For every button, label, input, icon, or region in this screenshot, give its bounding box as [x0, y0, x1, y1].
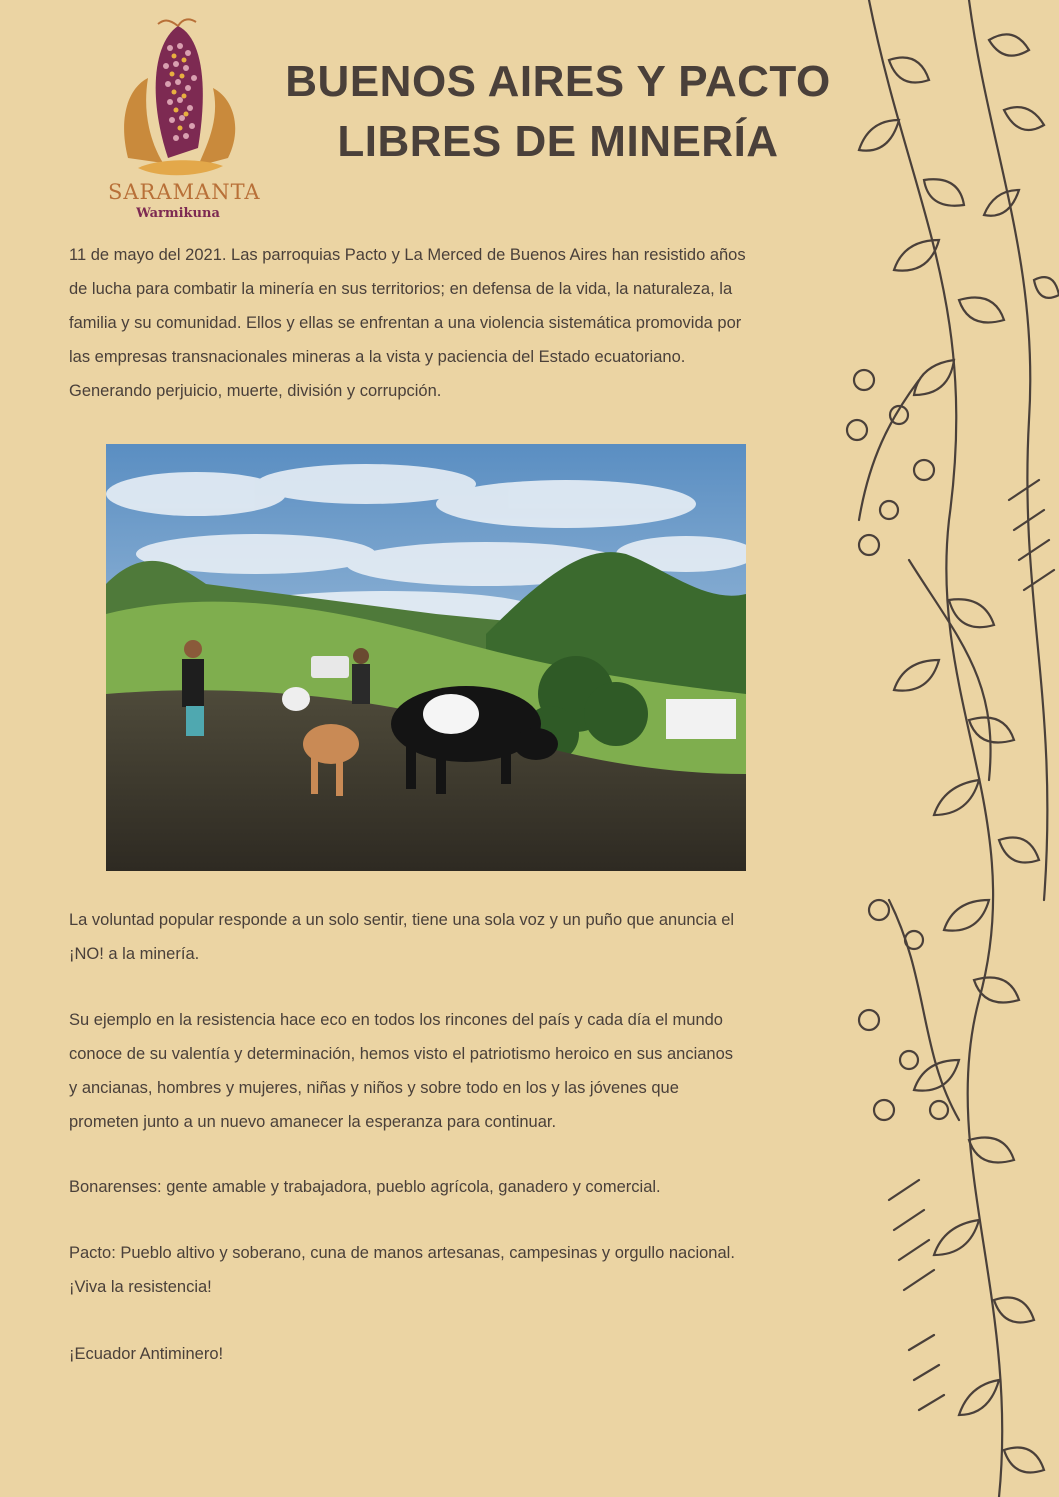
intro-paragraph [69, 238, 814, 408]
paragraph-3 [69, 1003, 814, 1139]
logo-subtitle: Warmikuna [136, 206, 220, 221]
paragraph-line: conoce de su valentía y determinación, hemos visto el patriotismo heroico en sus ancianos [69, 1045, 734, 1063]
intro-line: Generando perjuicio, muerte, división y corrupción. [69, 382, 442, 400]
page-title [268, 52, 848, 172]
paragraph-line: prometen junto a un nuevo amanecer la esperanza para continuar. [69, 1113, 557, 1131]
closing-line [69, 1337, 814, 1371]
paragraph-line: Pacto: Pueblo altivo y soberano, cuna de manos artesanas, campesinas y orgullo nacional. [69, 1244, 735, 1262]
logo [108, 18, 261, 221]
paragraph-line: ¡NO! a la minería. [69, 945, 200, 963]
title-line-1: BUENOS AIRES Y PACTO [285, 57, 831, 106]
title-line-2: LIBRES DE MINERÍA [337, 117, 779, 166]
landscape-photo [106, 444, 746, 871]
intro-line: las empresas transnacionales mineras a la vista y paciencia del Estado ecuatoriano. [69, 348, 686, 366]
closing-text: ¡Ecuador Antiminero! [69, 1345, 224, 1363]
paragraph-line: La voluntad popular responde a un solo sentir, tiene una sola voz y un puño que anuncia el [69, 911, 735, 929]
paragraph-5 [69, 1236, 814, 1304]
paragraph-2 [69, 903, 814, 971]
paragraph-line: Su ejemplo en la resistencia hace eco en todos los rincones del país y cada día el mundo [69, 1011, 723, 1029]
paragraph-4 [69, 1170, 814, 1204]
landscape-photo-icon [106, 444, 746, 871]
paragraph-line: y ancianas, hombres y mujeres, niñas y niños y sobre todo en los y las jóvenes que [69, 1079, 679, 1097]
paragraph-line: Bonarenses: gente amable y trabajadora, pueblo agrícola, ganadero y comercial. [69, 1178, 661, 1196]
logo-wordmark: SARAMANTA [108, 180, 261, 204]
intro-line: 11 de mayo del 2021. Las parroquias Pacto y La Merced de Buenos Aires han resistido años [69, 246, 746, 264]
intro-line: familia y su comunidad. Ellos y ellas se enfrentan a una violencia sistemática promovida por [69, 314, 742, 332]
corn-cob-icon [108, 18, 248, 183]
botanical-decoration-icon [829, 0, 1059, 1497]
intro-line: de lucha para combatir la minería en sus territorios; en defensa de la vida, la naturaleza, la [69, 280, 733, 298]
paragraph-line: ¡Viva la resistencia! [69, 1278, 212, 1296]
